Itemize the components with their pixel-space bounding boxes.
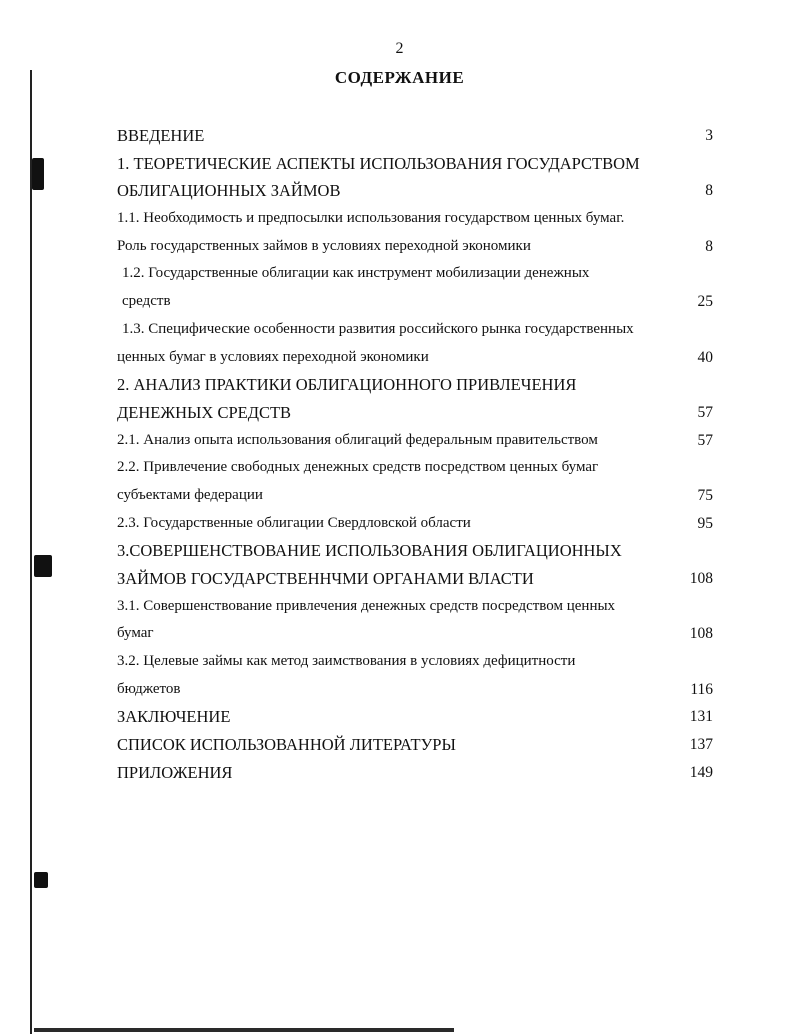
- toc-entry-page-number: 116: [690, 680, 713, 698]
- toc-entry: [117, 593, 713, 621]
- toc-entry-text: Роль государственных займов в условиях переходной экономики: [117, 237, 531, 254]
- toc-entry-text: субъектами федерации: [117, 486, 263, 503]
- toc-entry-text: 3.СОВЕРШЕНСТВОВАНИЕ ИСПОЛЬЗОВАНИЯ ОБЛИГАЦИОННЫХ: [117, 541, 622, 561]
- toc-entry-page-number: 8: [705, 182, 713, 200]
- toc-entry-text: бюджетов: [117, 680, 181, 697]
- toc-entry: [117, 565, 713, 593]
- toc-entry: [117, 233, 713, 261]
- toc-entry-page-number: 57: [697, 431, 713, 449]
- toc-entry-page-number: 40: [697, 348, 713, 366]
- toc-entry-text: 1. ТЕОРЕТИЧЕСКИЕ АСПЕКТЫ ИСПОЛЬЗОВАНИЯ ГОСУДАРСТВОМ: [117, 153, 640, 173]
- toc-entry-text: ДЕНЕЖНЫХ СРЕДСТВ: [117, 402, 292, 422]
- toc-entry-page-number: 108: [689, 625, 713, 643]
- toc-entry-page-number: 25: [697, 293, 713, 311]
- table-of-contents: [117, 122, 713, 787]
- toc-entry-text: ЗАКЛЮЧЕНИЕ: [117, 707, 231, 727]
- page-number: 2: [395, 40, 404, 57]
- toc-entry: [117, 205, 713, 233]
- toc-entry-text: 1.1. Необходимость и предпосылки использования государством ценных бумаг.: [117, 210, 625, 227]
- toc-entry: [117, 150, 713, 178]
- page-title: СОДЕРЖАНИЕ: [334, 68, 465, 87]
- toc-entry-text: ЗАЙМОВ ГОСУДАРСТВЕННЧМИ ОРГАНАМИ ВЛАСТИ: [117, 569, 534, 588]
- scan-mark: [32, 158, 44, 190]
- scan-mark: [34, 555, 52, 577]
- toc-entry: [117, 676, 713, 704]
- scan-mark: [34, 872, 48, 888]
- toc-entry-page-number: 108: [689, 570, 713, 587]
- toc-entry-page-number: 95: [697, 514, 713, 532]
- toc-entry-page-number: 8: [705, 237, 713, 255]
- toc-entry-page-number: 3: [705, 127, 713, 144]
- toc-entry: [117, 510, 713, 538]
- toc-entry-text: 2.2. Привлечение свободных денежных средств посредством ценных бумаг: [117, 459, 599, 476]
- toc-entry-text: ВВЕДЕНИЕ: [117, 126, 205, 145]
- toc-entry: [117, 177, 713, 205]
- toc-entry-page-number: 149: [689, 763, 713, 781]
- toc-entry: [117, 731, 713, 759]
- toc-entry-page-number: 131: [689, 708, 713, 726]
- toc-entry: [117, 399, 713, 427]
- toc-entry-text: 2. АНАЛИЗ ПРАКТИКИ ОБЛИГАЦИОННОГО ПРИВЛЕЧЕНИЯ: [117, 375, 577, 395]
- toc-entry: [117, 288, 713, 316]
- toc-entry: [117, 454, 713, 482]
- toc-entry-text: бумаг: [117, 625, 154, 642]
- toc-entry: [117, 703, 713, 731]
- toc-entry: [117, 122, 713, 150]
- toc-entry-text: 3.1. Совершенствование привлечения денежных средств посредством ценных: [117, 597, 616, 614]
- toc-entry: [117, 482, 713, 510]
- toc-entry: [117, 260, 713, 288]
- toc-entry: [117, 648, 713, 676]
- toc-entry-text: ПРИЛОЖЕНИЯ: [117, 762, 233, 782]
- toc-entry: [117, 537, 713, 565]
- toc-entry-page-number: 75: [697, 486, 713, 504]
- toc-entry: [117, 427, 713, 455]
- toc-entry-text: ОБЛИГАЦИОННЫХ ЗАЙМОВ: [117, 181, 341, 201]
- toc-entry: [117, 620, 713, 648]
- toc-entry-text: 2.1. Анализ опыта использования облигаций федеральным правительством: [117, 431, 598, 448]
- toc-entry-text: СПИСОК ИСПОЛЬЗОВАННОЙ ЛИТЕРАТУРЫ: [117, 735, 456, 755]
- toc-entry-text: ценных бумаг в условиях переходной экономики: [117, 348, 429, 365]
- toc-entry: [117, 316, 713, 344]
- toc-entry: [117, 759, 713, 787]
- toc-entry: [117, 344, 713, 372]
- scan-bottom-edge: [34, 1028, 454, 1032]
- toc-entry-page-number: 57: [697, 403, 713, 421]
- toc-entry-page-number: 137: [689, 736, 713, 754]
- toc-entry-text: 2.3. Государственные облигации Свердловской области: [117, 514, 471, 531]
- scan-left-edge: [30, 70, 32, 1034]
- toc-entry-text: средств: [122, 293, 171, 310]
- toc-entry-text: 1.2. Государственные облигации как инструмент мобилизации денежных: [122, 265, 590, 282]
- toc-entry-text: 1.3. Специфические особенности развития российского рынка государственных: [122, 320, 634, 337]
- toc-entry: [117, 371, 713, 399]
- toc-entry-text: 3.2. Целевые займы как метод заимствования в условиях дефицитности: [117, 653, 576, 670]
